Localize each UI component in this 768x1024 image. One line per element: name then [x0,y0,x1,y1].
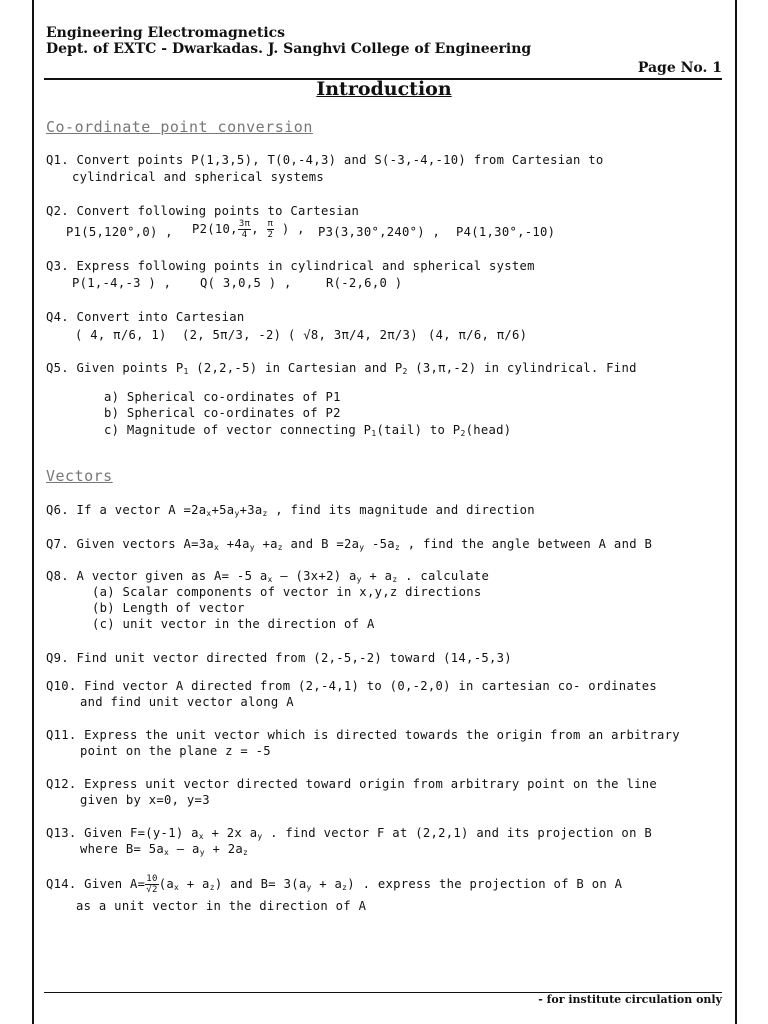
section-heading-vectors: Vectors [46,467,113,485]
department-line: Dept. of EXTC - Dwarkadas. J. Sanghvi College of Engineering [46,41,532,57]
question-12-line-2: given by x=0, y=3 [80,793,210,807]
question-8-item-c: (c) unit vector in the direction of A [92,617,375,631]
question-5-item-a: a) Spherical co-ordinates of P1 [104,390,341,404]
left-border-line [32,0,34,1024]
question-7: Q7. Given vectors $A=3a_x +4a_y +a_z$ and $B =2a_y$ $-5a_z$ , find the angle between A and B [46,537,653,552]
question-10-line-1: Q10. Find vector A directed from (2,-4,1) to (0,-2,0) in cartesian co- ordinates [46,679,657,693]
question-8-item-b: (b) Length of vector [92,601,245,615]
course-title: Engineering Electromagnetics [46,25,286,41]
question-13-line-2: where $B= 5a_x - a_y + 2a_z$ [80,842,249,857]
question-4-point-b: (2, 5π/3, -2) [182,328,282,342]
question-2-line-1: Q2. Convert following points to Cartesian [46,204,360,218]
question-5-item-b: b) Spherical co-ordinates of P2 [104,406,341,420]
question-11-line-2: point on the plane z = -5 [80,744,271,758]
fraction-pi-over-2: $\frac{\pi}{2}$ [267,219,274,240]
section-heading-conversion: Co-ordinate point conversion [46,118,313,136]
question-5-line-1: Q5. Given points $P_1$ (2,2,-5) in Cartesian and $P_2$ (3,π,-2) in cylindrical. Find [46,361,637,376]
question-8-item-a: (a) Scalar components of vector in x,y,z directions [92,585,482,599]
footer-note: - for institute circulation only [538,993,722,1006]
question-14-line-1: Q14. Given A= $\frac{10}{√2}$ $(a_x + a_z)$ and $B= 3(a_y + a_z)$ . express the projection of B on A [46,874,623,895]
right-border-line [735,0,737,1024]
question-4-point-d: (4, π/6, π/6) [428,328,528,342]
fraction-10-over-root-2: $\frac{10}{√2}$ [146,874,158,895]
question-4-point-c: ( √8, 3π/4, 2π/3) [288,328,418,342]
question-1-line-1: Q1. Convert points P(1,3,5), T(0,-4,3) and S(-3,-4,-10) from Cartesian to [46,153,604,167]
question-4-point-a: ( 4, π/6, 1) [75,328,167,342]
question-13-line-1: Q13. Given F=(y-1) $a_x + 2x$ $a_y$ . find vector F at (2,2,1) and its projection on B [46,826,652,841]
question-2-point-p1: P1(5,120°,0) , [66,225,173,239]
question-6: Q6. If a vector $A =2a_x+5a_y+3a_z$ , find its magnitude and direction [46,503,535,518]
question-9: Q9. Find unit vector directed from (2,-5,-2) toward (14,-5,3) [46,651,512,665]
question-3-point-p: P(1,-4,-3 ) , [72,276,172,290]
question-4-line-1: Q4. Convert into Cartesian [46,310,245,324]
question-3-point-q: Q( 3,0,5 ) , [200,276,292,290]
question-10-line-2: and find unit vector along A [80,695,294,709]
page-title: Introduction [316,78,452,100]
page-number: Page No. 1 [637,60,722,76]
question-12-line-1: Q12. Express unit vector directed toward origin from arbitrary point on the line [46,777,657,791]
question-11-line-1: Q11. Express the unit vector which is directed towards the origin from an arbitrary [46,728,680,742]
question-2-point-p3: P3(3,30°,240°) , [318,225,441,239]
question-3-point-r: R(-2,6,0 ) [326,276,403,290]
question-2-point-p4: P4(1,30°,-10) [456,225,556,239]
question-14-line-2: as a unit vector in the direction of A [76,899,367,913]
question-3-line-1: Q3. Express following points in cylindrical and spherical system [46,259,535,273]
question-5-item-c: c) Magnitude of vector connecting $P_1(tail)$ to $P_2(head)$ [104,423,512,438]
question-1-line-2: cylindrical and spherical systems [72,170,325,184]
fraction-3pi-over-4: $\frac{3\pi}{4}$ [238,219,251,240]
question-8-line-1: Q8. A vector given as A= -5 $a_x - (3x+2) a_y + a_z$ . calculate [46,569,490,584]
question-2-point-p2: P2(10, $\frac{3\pi}{4}$ , $\frac{\pi}{2}$ ) , [192,219,305,240]
